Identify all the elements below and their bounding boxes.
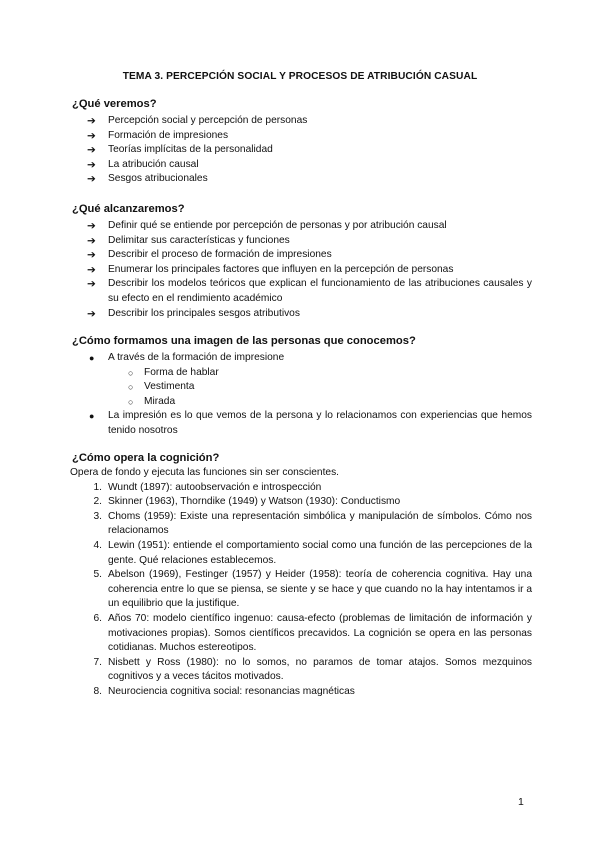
arrow-right-icon: ➔ [87, 173, 96, 186]
list-item [72, 234, 532, 249]
list-number: 3. [93, 510, 102, 522]
list-item-text: Describir el proceso de formación de impresiones [108, 249, 332, 261]
list-item-text: Describir los principales sesgos atributivos [108, 307, 300, 319]
cognition-list [72, 481, 532, 700]
list-item-text: Neurociencia cognitiva social: resonancias magnéticas [108, 685, 355, 697]
list-item-text: La impresión es lo que vemos de la persona y lo relacionamos con experiencias que hemos tenido nosotros [108, 410, 532, 436]
list-item [72, 568, 532, 612]
arrow-right-icon: ➔ [87, 115, 96, 127]
list-item-text: Skinner (1963), Thorndike (1949) y Watson (1930): Conductismo [108, 496, 401, 508]
page-title: TEMA 3. PERCEPCIÓN SOCIAL Y PROCESOS DE ATRIBUCIÓN CASUAL [122, 71, 478, 82]
arrow-right-icon: ➔ [87, 278, 96, 291]
list-item [72, 307, 532, 322]
list-item [72, 685, 532, 700]
arrow-right-icon: ➔ [87, 307, 96, 320]
list-item-text: La atribución causal [108, 158, 199, 170]
list-number: 4. [93, 539, 102, 551]
list-item-text: Enumerar los principales factores que influyen en la percepción de personas [108, 263, 454, 275]
list-item [72, 495, 532, 510]
page-number: 1 [518, 796, 524, 808]
section-como-formamos [72, 334, 532, 439]
list-item [72, 510, 532, 539]
filled-circle-icon: ● [89, 411, 95, 422]
arrow-right-icon: ➔ [87, 144, 96, 157]
goals-list [72, 219, 532, 321]
list-item [72, 351, 532, 409]
list-item-text: Teorías implícitas de la personalidad [108, 144, 273, 156]
list-item-text: Mirada [144, 395, 176, 407]
arrow-right-icon: ➔ [87, 129, 96, 142]
arrow-right-icon: ➔ [87, 220, 96, 232]
list-item [72, 158, 532, 173]
list-item-text: Forma de hablar [144, 366, 219, 378]
sub-list-item [72, 366, 532, 381]
filled-circle-icon: ● [89, 353, 95, 363]
section-que-veremos [72, 97, 532, 187]
arrow-right-icon: ➔ [87, 234, 96, 247]
list-item-text: Años 70: modelo científico ingenuo: causa-efecto (problemas de limitación de información y motivaciones propias). Somos científicos precavidos. La cognición se opera en las personas cotidianas. Muchos estereotipos. [108, 612, 532, 654]
list-item [72, 612, 532, 656]
list-item [72, 481, 532, 496]
list-item [72, 219, 532, 234]
list-number: 8. [93, 685, 102, 697]
list-item [72, 129, 532, 144]
list-item-text: Formación de impresiones [108, 129, 229, 141]
section-heading: ¿Cómo formamos una imagen de las personas que conocemos? [72, 335, 416, 347]
list-item [72, 143, 532, 158]
arrow-right-icon: ➔ [87, 158, 96, 171]
impression-list [72, 351, 532, 439]
list-item [72, 114, 532, 129]
hollow-circle-icon: ○ [128, 367, 134, 378]
list-item-text: Wundt (1897): autoobservación e introspección [108, 481, 322, 493]
list-item [72, 277, 532, 306]
list-number: 1. [93, 481, 102, 493]
list-item [72, 539, 532, 568]
list-number: 7. [93, 656, 102, 668]
section-heading: ¿Qué veremos? [72, 98, 157, 110]
list-item [72, 263, 532, 278]
hollow-circle-icon: ○ [128, 396, 134, 407]
list-number: 6. [93, 612, 102, 624]
list-item-text: Lewin (1951): entiende el comportamiento social como una función de las percepciones de la gente. Qué relaciones establecemos. [108, 539, 532, 566]
arrow-right-icon: ➔ [87, 263, 96, 276]
sub-list [72, 366, 532, 410]
list-number: 2. [93, 496, 102, 508]
objectives-list [72, 114, 532, 187]
section-heading: ¿Qué alcanzaremos? [72, 203, 185, 215]
list-item-text: Nisbett y Ross (1980): no lo somos, no paramos de tomar atajos. Somos mezquinos cognitivos y a veces tácitos motivados. [108, 656, 532, 683]
list-item-text: Vestimenta [144, 381, 195, 393]
list-item-text: Choms (1959): Existe una representación simbólica y manipulación de símbolos. Cómo nos relacionamos [108, 510, 532, 537]
hollow-circle-icon: ○ [128, 382, 134, 393]
arrow-right-icon: ➔ [87, 249, 96, 262]
section-que-alcanzaremos [72, 202, 532, 321]
sub-list-item [72, 395, 532, 410]
list-item [72, 172, 532, 187]
section-intro: Opera de fondo y ejecuta las funciones sin ser conscientes. [70, 467, 339, 478]
list-item-text: Delimitar sus características y funciones [108, 234, 290, 246]
sub-list-item [72, 380, 532, 395]
section-heading: ¿Cómo opera la cognición? [72, 452, 220, 464]
list-item-text: Percepción social y percepción de personas [108, 115, 308, 126]
list-item-text: A través de la formación de impresione [108, 352, 285, 363]
list-item-text: Definir qué se entiende por percepción de personas y por atribución causal [108, 220, 447, 231]
list-item-text: Abelson (1969), Festinger (1957) y Heider (1958): teoría de coherencia cognitiva. Hay una coherencia entre lo que se piensa, se siente y se hace y que cuando no la hay intentamos ir a un equilibrio que la justifique. [108, 569, 532, 610]
list-item [72, 409, 532, 438]
list-item [72, 656, 532, 685]
list-item-text: Describir los modelos teóricos que explican el funcionamiento de las atribuciones causales y su efecto en el rendimiento académico [108, 278, 532, 304]
list-item [72, 248, 532, 263]
section-como-opera-cognicion [72, 451, 532, 700]
list-item-text: Sesgos atribucionales [108, 173, 208, 185]
list-number: 5. [93, 569, 102, 581]
